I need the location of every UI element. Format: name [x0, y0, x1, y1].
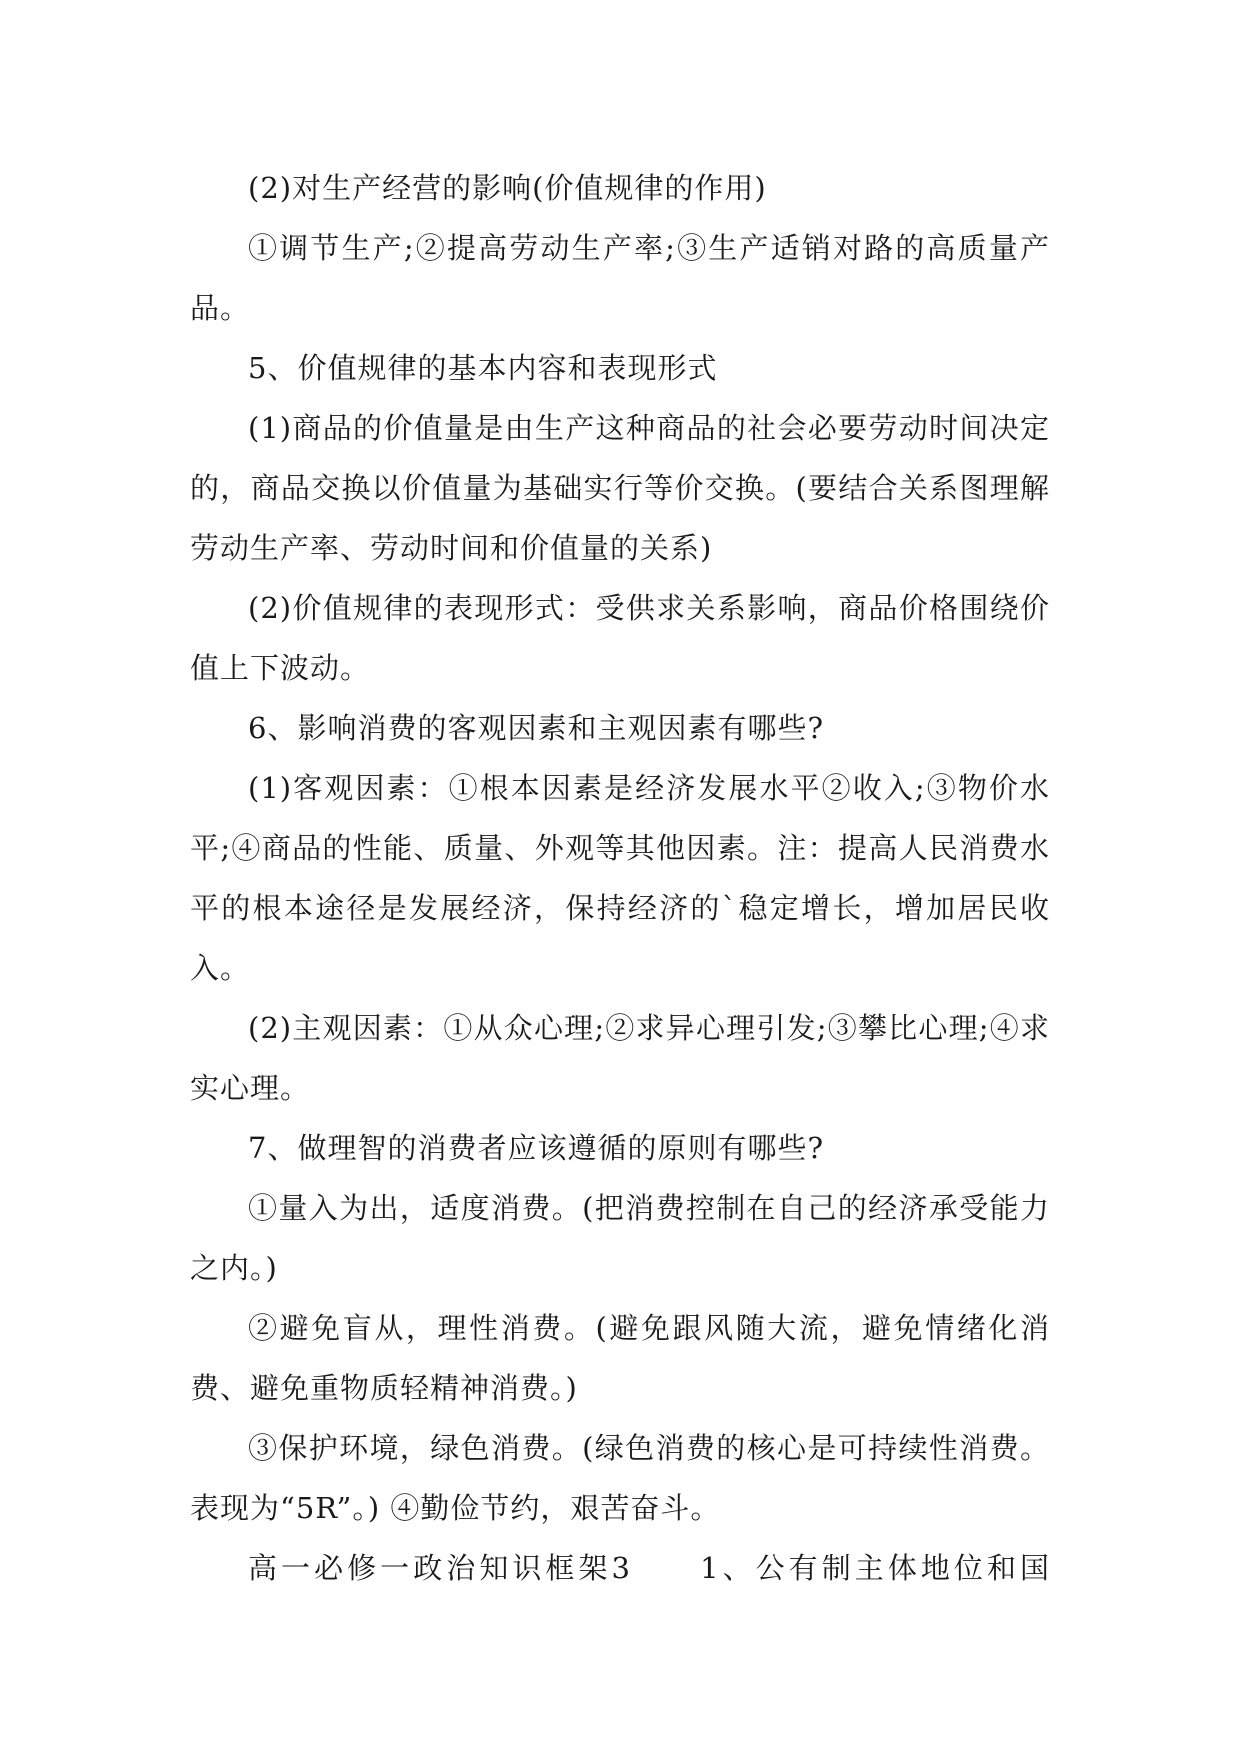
paragraph-value-law-effects: ①调节生产;②提高劳动生产率;③生产适销对路的高质量产品。: [190, 231, 1050, 325]
paragraph-subjective-factors: (2)主观因素：①从众心理;②求异心理引发;③攀比心理;④求实心理。: [190, 1011, 1050, 1105]
heading-rational-consumer: 7、做理智的消费者应该遵循的原则有哪些?: [248, 1131, 824, 1165]
heading-consumption-factors: 6、影响消费的客观因素和主观因素有哪些?: [248, 711, 824, 745]
document-body: [190, 158, 1050, 1598]
paragraph-principle-3-4: ③保护环境，绿色消费。(绿色消费的核心是可持续性消费。表现为“5R”。) ④勤俭节约，艰苦奋斗。: [190, 1431, 1050, 1525]
paragraph-objective-factors: (1)客观因素：①根本因素是经济发展水平②收入;③物价水平;④商品的性能、质量、外观等其他因素。注：提高人民消费水平的根本途径是发展经济，保持经济的`稳定增长，增加居民收入。: [190, 771, 1050, 985]
paragraph-production-influence: (2)对生产经营的影响(价值规律的作用): [248, 171, 767, 205]
paragraph-framework-3: 高一必修一政治知识框架3 1、公有制主体地位和国: [248, 1551, 1050, 1585]
paragraph-value-determination: (1)商品的价值量是由生产这种商品的社会必要劳动时间决定的，商品交换以价值量为基础实行等价交换。(要结合关系图理解劳动生产率、劳动时间和价值量的关系): [190, 411, 1050, 565]
heading-value-law-content: 5、价值规律的基本内容和表现形式: [248, 351, 718, 385]
paragraph-principle-1: ①量入为出，适度消费。(把消费控制在自己的经济承受能力之内。): [190, 1191, 1050, 1285]
paragraph-value-law-form: (2)价值规律的表现形式：受供求关系影响，商品价格围绕价值上下波动。: [190, 591, 1050, 685]
paragraph-principle-2: ②避免盲从，理性消费。(避免跟风随大流，避免情绪化消费、避免重物质轻精神消费。): [190, 1311, 1050, 1405]
